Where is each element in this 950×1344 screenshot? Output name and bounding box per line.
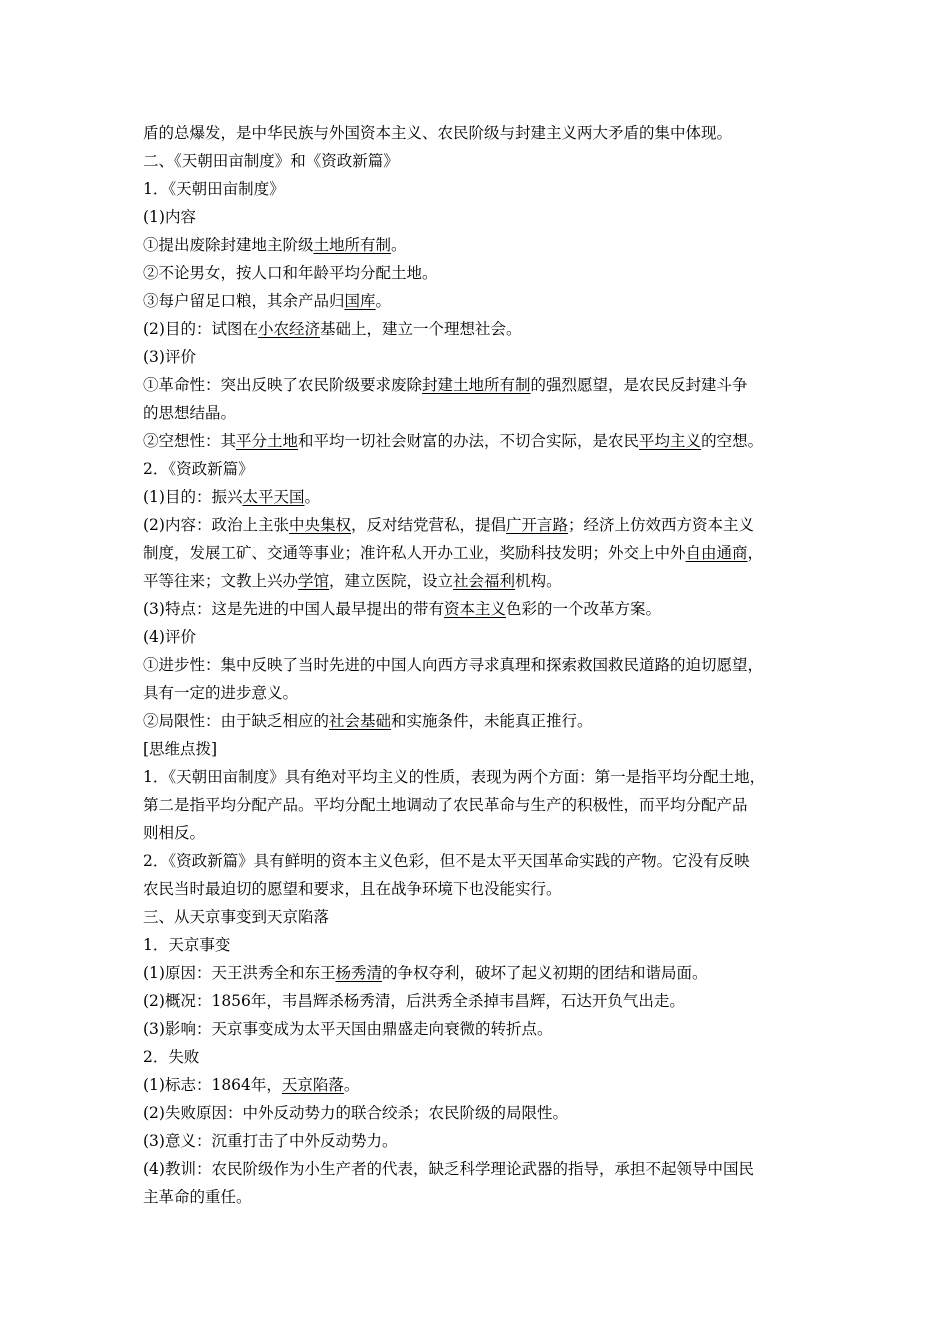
text-line <box>143 539 823 567</box>
text-segment: (3)评价 <box>143 348 196 366</box>
text-segment: 三、从天京事变到天京陷落 <box>143 908 330 926</box>
text-line <box>143 371 823 399</box>
underlined-term: 社会基础 <box>329 712 392 730</box>
text-segment: 农民当时最迫切的愿望和要求，且在战争环境下也没能实行。 <box>143 880 562 898</box>
text-line <box>143 455 823 483</box>
text-line <box>143 511 823 539</box>
underlined-term: 学馆 <box>298 572 330 590</box>
text-segment: 的空想。 <box>701 432 764 450</box>
text-segment: (3)特点：这是先进的中国人最早提出的带有 <box>143 600 444 618</box>
text-segment: ②空想性：其 <box>143 432 237 450</box>
text-line <box>143 427 823 455</box>
text-line <box>143 147 823 175</box>
text-segment: 。 <box>375 292 392 310</box>
text-segment: (4)教训：农民阶级作为小生产者的代表，缺乏科学理论武器的指导，承担不起领导中国民 <box>143 1160 754 1178</box>
text-segment: 的思想结晶。 <box>143 404 237 422</box>
text-segment: ③每户留足口粮，其余产品归 <box>143 292 345 310</box>
text-segment: 1．天京事变 <box>143 936 231 954</box>
text-segment: 1．《天朝田亩制度》具有绝对平均主义的性质，表现为两个方面：第一是指平均分配土地， <box>143 768 766 786</box>
text-line <box>143 987 823 1015</box>
text-segment: 制度，发展工矿、交通等事业；准许私人开办工业，奖励科技发明；外交上中外 <box>143 544 686 562</box>
text-line <box>143 735 823 763</box>
text-segment: ，建立医院，设立 <box>329 572 454 590</box>
text-segment: (2)失败原因：中外反动势力的联合绞杀；农民阶级的局限性。 <box>143 1104 568 1122</box>
text-segment: 具有一定的进步意义。 <box>143 684 299 702</box>
underlined-term: 小农经济 <box>257 320 320 338</box>
text-line <box>143 595 823 623</box>
text-line <box>143 903 823 931</box>
text-line <box>143 175 823 203</box>
text-segment: 1．《天朝田亩制度》 <box>143 180 285 198</box>
text-segment: 。 <box>304 488 320 506</box>
text-line <box>143 399 823 427</box>
text-line <box>143 791 823 819</box>
text-segment: (2)内容：政治上主张 <box>143 516 289 534</box>
text-line <box>143 1015 823 1043</box>
text-segment: 2．《资政新篇》具有鲜明的资本主义色彩，但不是太平天国革命实践的产物。它没有反映 <box>143 852 750 870</box>
text-line <box>143 343 823 371</box>
text-segment: ；经济上仿效西方资本主义 <box>568 516 755 534</box>
text-segment: ①进步性：集中反映了当时先进的中国人向西方寻求真理和探索救国救民道路的迫切愿望， <box>143 656 764 674</box>
text-segment: (4)评价 <box>143 628 196 646</box>
text-segment: (3)意义：沉重打击了中外反动势力。 <box>143 1132 398 1150</box>
underlined-term: 封建土地所有制 <box>422 376 531 394</box>
text-segment: 2．《资政新篇》 <box>143 460 254 478</box>
text-line <box>143 1183 823 1211</box>
underlined-term: 杨秀清 <box>335 964 382 982</box>
text-line <box>143 259 823 287</box>
text-line <box>143 1127 823 1155</box>
text-line <box>143 315 823 343</box>
text-segment: ①提出废除封建地主阶级 <box>143 236 314 254</box>
underlined-term: 国库 <box>344 292 376 310</box>
underlined-term: 广开言路 <box>506 516 569 534</box>
text-line <box>143 763 823 791</box>
underlined-term: 自由通商 <box>685 544 748 562</box>
text-segment: (2)目的：试图在 <box>143 320 258 338</box>
text-line <box>143 847 823 875</box>
text-segment: 平等往来；文教上兴办 <box>143 572 299 590</box>
underlined-term: 天京陷落 <box>281 1076 344 1094</box>
text-segment: (1)内容 <box>143 208 196 226</box>
text-segment: (1)标志：1864年， <box>143 1076 282 1094</box>
text-segment: 。 <box>391 236 407 254</box>
text-segment: ， <box>747 544 764 562</box>
text-segment: 第二是指平均分配产品。平均分配土地调动了农民革命与生产的积极性，而平均分配产品 <box>143 796 748 814</box>
text-line <box>143 1071 823 1099</box>
underlined-term: 太平天国 <box>242 488 305 506</box>
underlined-term: 中央集权 <box>288 516 351 534</box>
text-segment: 2．失败 <box>143 1048 200 1066</box>
text-segment: 机构。 <box>515 572 562 590</box>
underlined-term: 资本主义 <box>443 600 506 618</box>
underlined-term: 平均主义 <box>639 432 702 450</box>
document-body <box>143 119 823 1211</box>
text-line <box>143 287 823 315</box>
text-line <box>143 623 823 651</box>
text-line <box>143 679 823 707</box>
text-line <box>143 819 823 847</box>
text-segment: (1)目的：振兴 <box>143 488 243 506</box>
text-line <box>143 651 823 679</box>
text-segment: 基础上，建立一个理想社会。 <box>319 320 522 338</box>
text-segment: (2)概况：1856年，韦昌辉杀杨秀清，后洪秀全杀掉韦昌辉，石达开负气出走。 <box>143 992 685 1010</box>
text-line <box>143 483 823 511</box>
text-segment: (3)影响：天京事变成为太平天国由鼎盛走向衰微的转折点。 <box>143 1020 553 1038</box>
text-segment: ②局限性：由于缺乏相应的 <box>143 712 330 730</box>
text-segment: 主革命的重任。 <box>143 1188 252 1206</box>
text-segment: 色彩的一个改革方案。 <box>505 600 661 618</box>
text-segment: [思维点拨] <box>143 740 218 758</box>
text-segment: 盾的总爆发，是中华民族与外国资本主义、农民阶级与封建主义两大矛盾的集中体现。 <box>143 124 733 142</box>
text-line <box>143 1099 823 1127</box>
text-segment: 。 <box>343 1076 360 1094</box>
text-line <box>143 1043 823 1071</box>
text-segment: 和实施条件，未能真正推行。 <box>391 712 593 730</box>
text-line <box>143 707 823 735</box>
text-line <box>143 875 823 903</box>
text-segment: 的强烈愿望，是农民反封建斗争 <box>530 376 748 394</box>
text-line <box>143 231 823 259</box>
text-line <box>143 567 823 595</box>
text-line <box>143 931 823 959</box>
text-line <box>143 203 823 231</box>
text-segment: (1)原因：天王洪秀全和东王 <box>143 964 336 982</box>
text-segment: 的争权夺利，破坏了起义初期的团结和谐局面。 <box>381 964 708 982</box>
text-line <box>143 959 823 987</box>
underlined-term: 平分土地 <box>236 432 299 450</box>
text-segment: 二、《天朝田亩制度》和《资政新篇》 <box>143 152 399 170</box>
text-segment: ，反对结党营私，提倡 <box>350 516 506 534</box>
text-segment: 则相反。 <box>143 824 206 842</box>
text-segment: ①革命性：突出反映了农民阶级要求废除 <box>143 376 423 394</box>
text-line <box>143 119 823 147</box>
text-line <box>143 1155 823 1183</box>
underlined-term: 土地所有制 <box>313 236 392 254</box>
underlined-term: 社会福利 <box>453 572 516 590</box>
text-segment: 和平均一切社会财富的办法，不切合实际，是农民 <box>298 432 640 450</box>
text-segment: ②不论男女，按人口和年龄平均分配土地。 <box>143 264 438 282</box>
